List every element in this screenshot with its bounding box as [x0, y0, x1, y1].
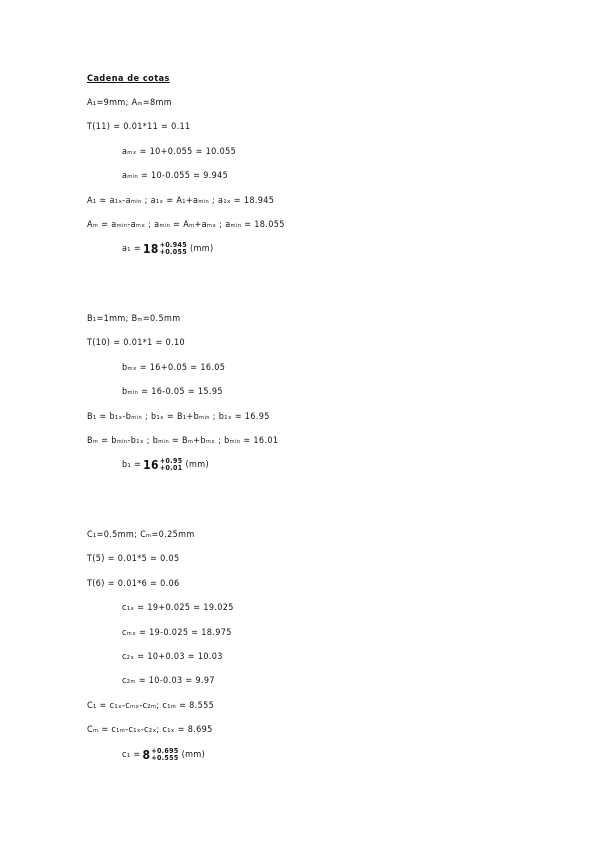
lower-deviation: +0.055 [159, 248, 188, 256]
lower-deviation: +0.01 [159, 464, 183, 472]
nominal-value: 16 [143, 458, 159, 472]
calc-line: T(11) = 0.01*11 = 0.11 [87, 122, 191, 132]
calc-line: C₁=0.5mm; Cₘ=0.25mm [87, 530, 195, 540]
tolerance-limits [160, 458, 183, 472]
calc-line: Aₘ = aₘᵢₙ-aₘₓ ; aₘᵢₙ = Aₘ+aₘₓ ; aₘᵢₙ = 18.055 [87, 220, 285, 230]
unit-label: (mm) [185, 460, 209, 470]
calc-line: A₁=9mm; Aₘ=8mm [87, 98, 172, 108]
calc-line: c₁ₓ = 19+0.025 = 19.025 [122, 603, 234, 613]
tolerance-limits [151, 748, 178, 762]
tolerance-result [122, 242, 214, 256]
upper-deviation: +0.95 [159, 457, 183, 465]
calc-line: cₘₓ = 19-0.025 = 18.975 [122, 628, 232, 638]
calc-line: B₁=1mm; Bₘ=0.5mm [87, 314, 181, 324]
nominal-value: 8 [142, 748, 151, 762]
result-label: b₁ = [122, 460, 142, 470]
calc-line: aₘₓ = 10+0.055 = 10.055 [122, 147, 237, 157]
result-label: c₁ = [122, 750, 141, 760]
tolerance-result [122, 458, 209, 472]
calc-line: C₁ = c₁ₓ-cₘₓ-c₂ₘ; c₁ₘ = 8.555 [87, 701, 215, 711]
calc-line: Bₘ = bₘᵢₙ-b₁ₓ ; bₘᵢₙ = Bₘ+bₘₓ ; bₘᵢₙ = 16.01 [87, 436, 279, 446]
upper-deviation: +0.945 [159, 241, 188, 249]
nominal-value: 18 [142, 242, 159, 256]
calc-line: bₘᵢₙ = 16-0.05 = 15.95 [122, 387, 223, 397]
calc-line: c₂ₘ = 10-0.03 = 9.97 [122, 676, 215, 686]
document-title: Cadena de cotas [87, 74, 170, 84]
calc-line: A₁ = a₁ₓ-aₘᵢₙ ; a₁ₓ = A₁+aₘᵢₙ ; a₁ₓ = 18.945 [87, 196, 275, 206]
unit-label: (mm) [181, 750, 206, 760]
tolerance-limits [160, 242, 187, 256]
calc-line: B₁ = b₁ₓ-bₘᵢₙ ; b₁ₓ = B₁+bₘᵢₙ ; b₁ₓ = 16.95 [87, 412, 270, 422]
calc-line: Cₘ = c₁ₘ-c₁ₓ-c₂ₓ; c₁ₓ = 8.695 [87, 725, 213, 735]
calc-line: T(5) = 0.01*5 = 0.05 [87, 554, 180, 564]
calc-line: T(6) = 0.01*6 = 0.06 [87, 579, 180, 589]
tolerance-result [122, 748, 205, 762]
upper-deviation: +0.695 [151, 747, 179, 755]
calc-line: c₂ₓ = 10+0.03 = 10.03 [122, 652, 223, 662]
lower-deviation: +0.555 [151, 754, 179, 762]
calc-line: T(10) = 0.01*1 = 0.10 [87, 338, 186, 348]
result-label: a₁ = [122, 244, 141, 254]
calc-line: bₘₓ = 16+0.05 = 16.05 [122, 363, 226, 373]
calc-line: aₘᵢₙ = 10-0.055 = 9.945 [122, 171, 229, 181]
unit-label: (mm) [190, 244, 214, 254]
